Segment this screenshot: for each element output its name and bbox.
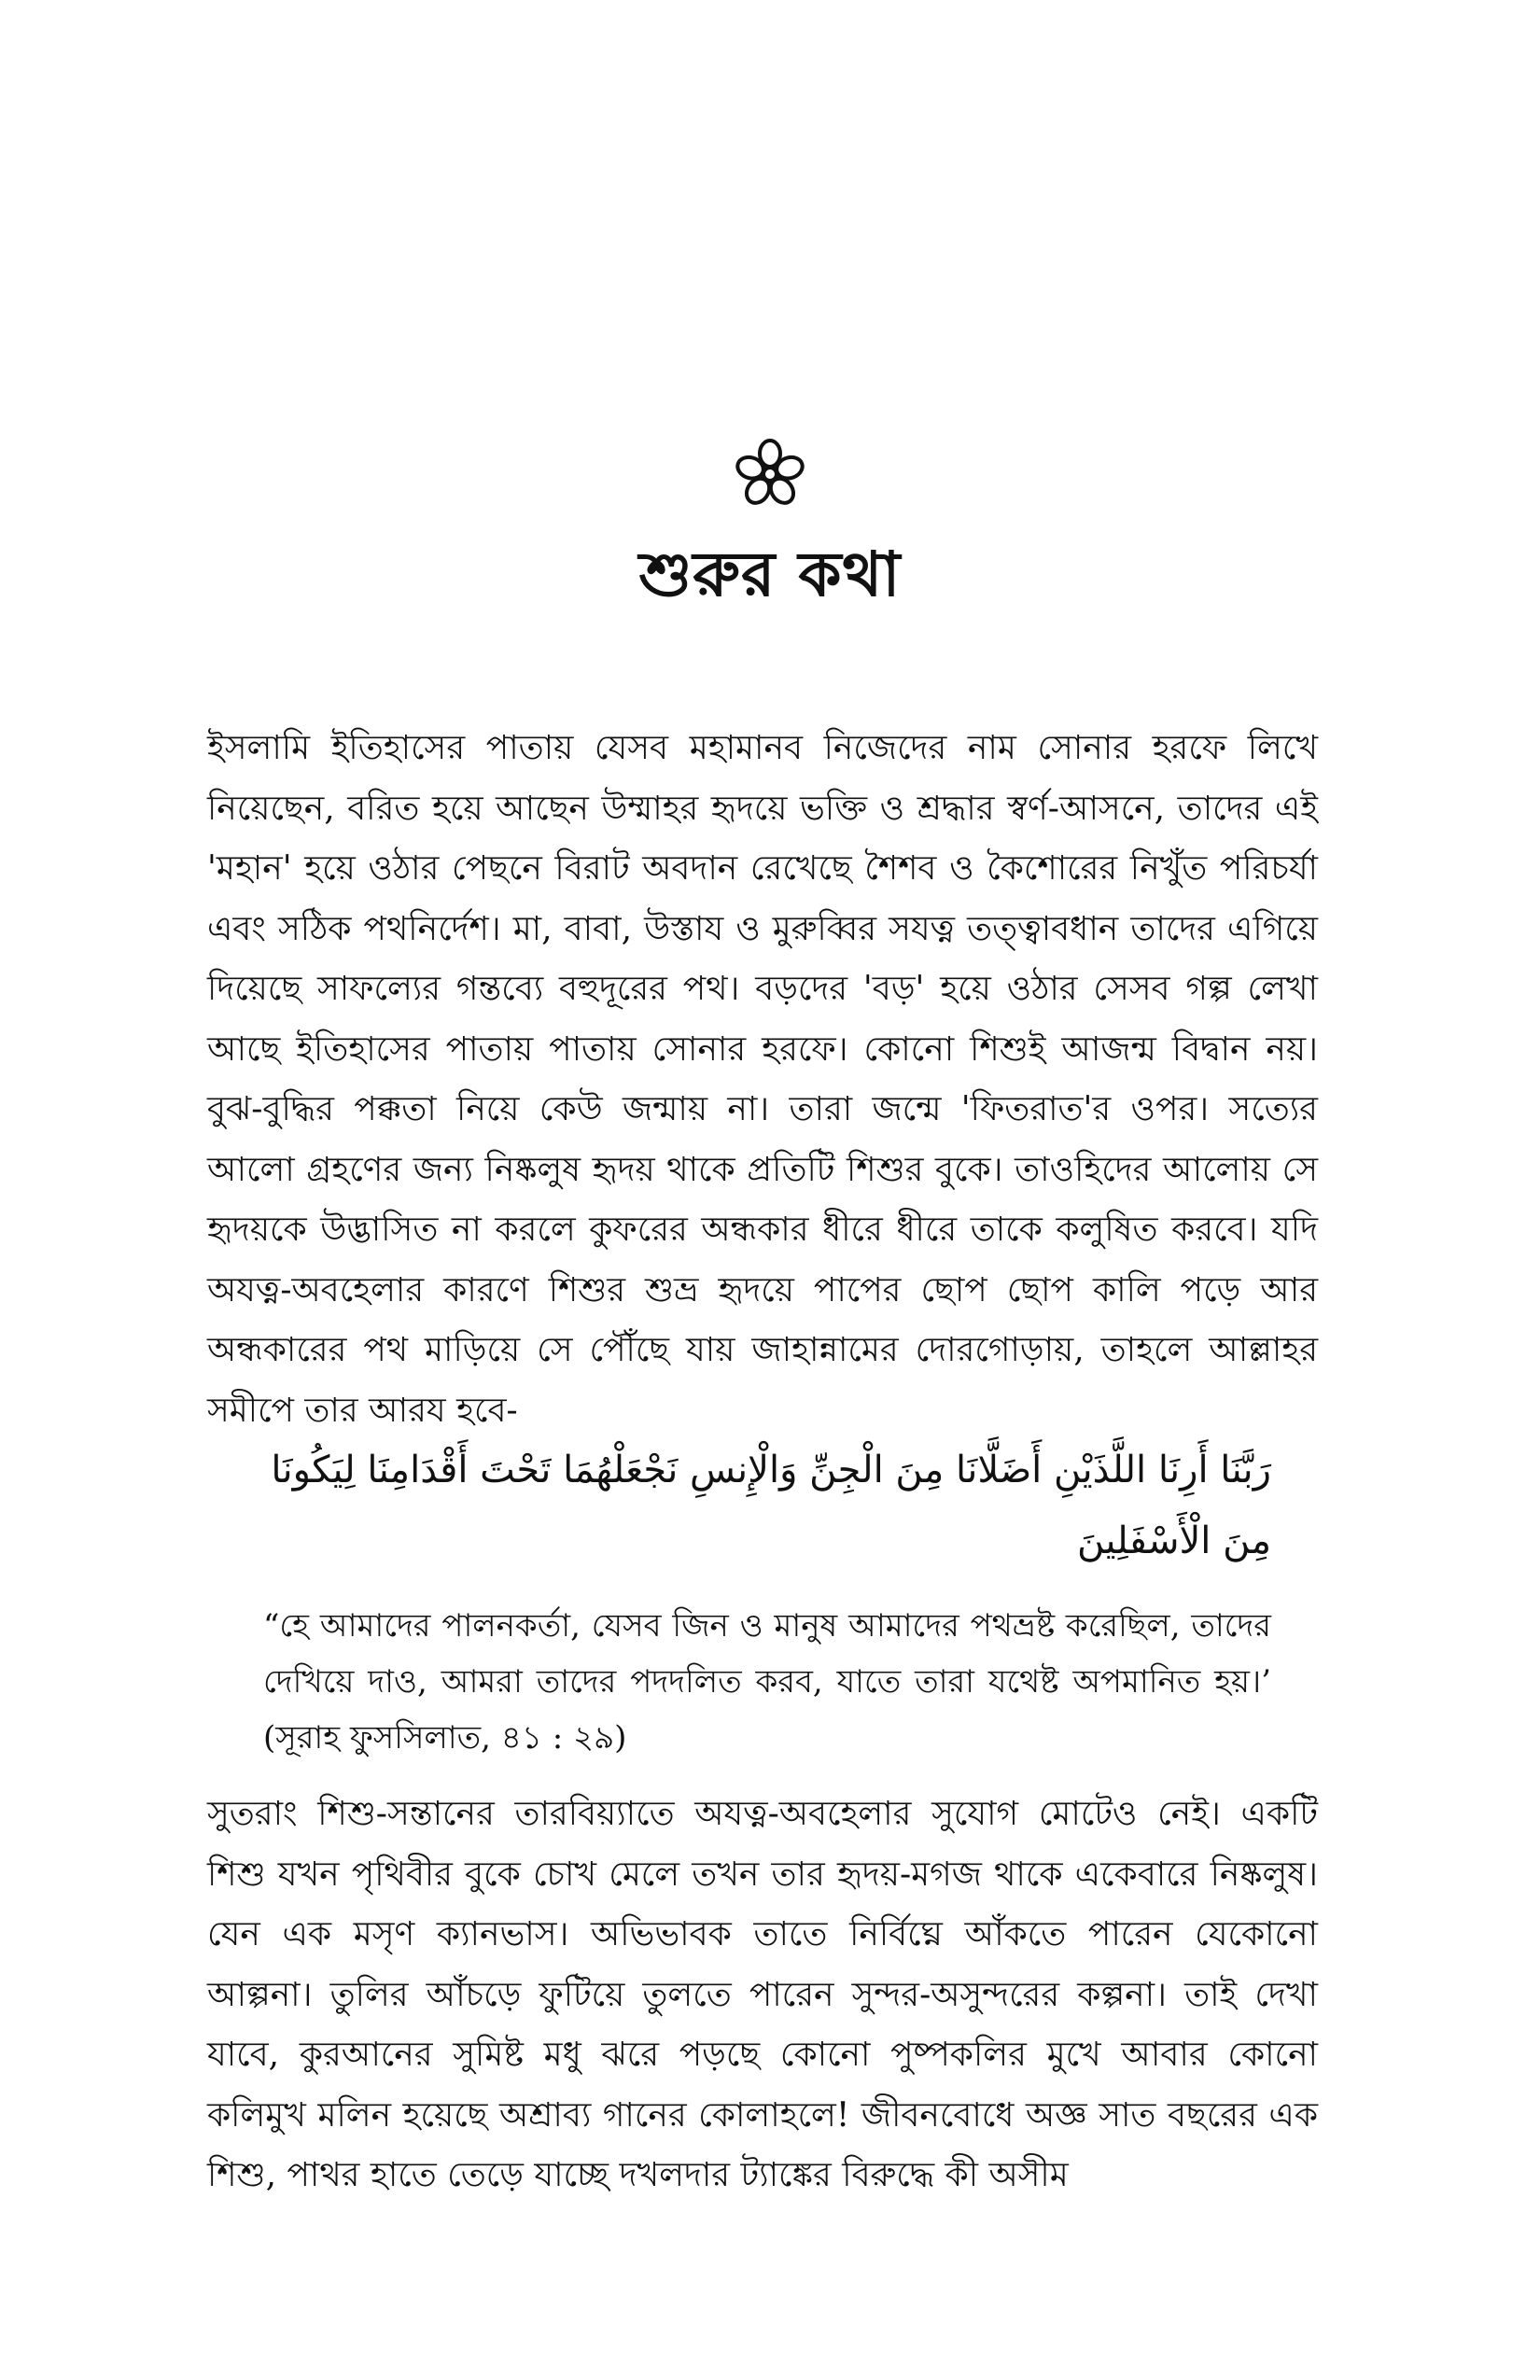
chapter-title: শুরুর কথা (638, 538, 902, 610)
continuation-paragraph: সুতরাং শিশু-সন্তানের তারবিয়্যাতে অযত্ন-অবহেলার সুযোগ মোটেও নেই। একটি শিশু যখন পৃথিবীর বুকে চোখ মেলে তখন তার হৃদয়-মগজ থাকে একেবারে নিষ্কলুষ। যেন এক মসৃণ ক্যানভাস। অভিভাবক তাতে নির্বিঘ্নে আঁকতে পারেন যেকোনো আল্পনা। তুলির আঁচড়ে ফুটিয়ে তুলতে পারেন সুন্দর-অসুন্দরের কল্পনা। তাই দেখা যাবে, কুরআনের সুমিষ্ট মধু ঝরে পড়ছে কোনো পুষ্পকলির মুখে আবার কোনো কলিমুখ মলিন হয়েছে অশ্রাব্য গানের কোলাহলে! জীবনবোধে অজ্ঞ সাত বছরের এক শিশু, পাথর হাতে তেড়ে যাচ্ছে দখলদার ট্যাঙ্কের বিরুদ্ধে কী অসীম (207, 1795, 1318, 2194)
intro-paragraph: ইসলামি ইতিহাসের পাতায় যেসব মহামানব নিজেদের নাম সোনার হরফে লিখে নিয়েছেন, বরিত হয়ে আছেন উম্মাহর হৃদয়ে ভক্তি ও শ্রদ্ধার স্বর্ণ-আসনে, তাদের এই 'মহান' হয়ে ওঠার পেছনে বিরাট অবদান রেখেছে শৈশব ও কৈশোরের নিখুঁত পরিচর্যা এবং সঠিক পথনির্দেশ। মা, বাবা, উস্তায ও মুরুব্বির সযত্ন তত্ত্বাবধান তাদের এগিয়ে দিয়েছে সাফল্যের গন্তব্যে বহুদূরের পথ। বড়দের 'বড়' হয়ে ওঠার সেসব গল্প লেখা আছে ইতিহাসের পাতায় পাতায় সোনার হরফে। কোনো শিশুই আজন্ম বিদ্বান নয়। বুঝ-বুদ্ধির পক্কতা নিয়ে কেউ জন্মায় না। তারা জন্মে 'ফিতরাত'র ওপর। সত্যের আলো গ্রহণের জন্য নিষ্কলুষ হৃদয় থাকে প্রতিটি শিশুর বুকে। তাওহিদের আলোয় সে হৃদয়কে উদ্ভাসিত না করলে কুফরের অন্ধকার ধীরে ধীরে তাকে কলুষিত করবে। যদি অযত্ন-অবহেলার কারণে শিশুর শুভ্র হৃদয়ে পাপের ছোপ ছোপ কালি পড়ে আর অন্ধকারের পথ মাড়িয়ে সে পৌঁছে যায় জাহান্নামের দোরগোড়ায়, তাহলে আল্লাহর সমীপে তার আরয হবে- (207, 729, 1318, 1430)
verse-translation: “হে আমাদের পালনকর্তা, যেসব জিন ও মানুষ আমাদের পথভ্রষ্ট করেছিল, তাদের দেখিয়ে দাও, আমরা তাদের পদদলিত করব, যাতে তারা যথেষ্ট অপমানিত হয়।’ (সূরাহ ফুসসিলাত, ৪১ : ২৯) (263, 1607, 1271, 1757)
arabic-verse: رَبَّنَا أَرِنَا اللَّذَيْنِ أَضَلَّانَا مِنَ الْجِنِّ وَالْإِنسِ نَجْعَلْهُمَا تَحْتَ أَقْدَامِنَا لِيَكُونَا مِنَ الْأَسْفَلِينَ (271, 1449, 1271, 1562)
flower-ornament-icon (733, 437, 807, 511)
